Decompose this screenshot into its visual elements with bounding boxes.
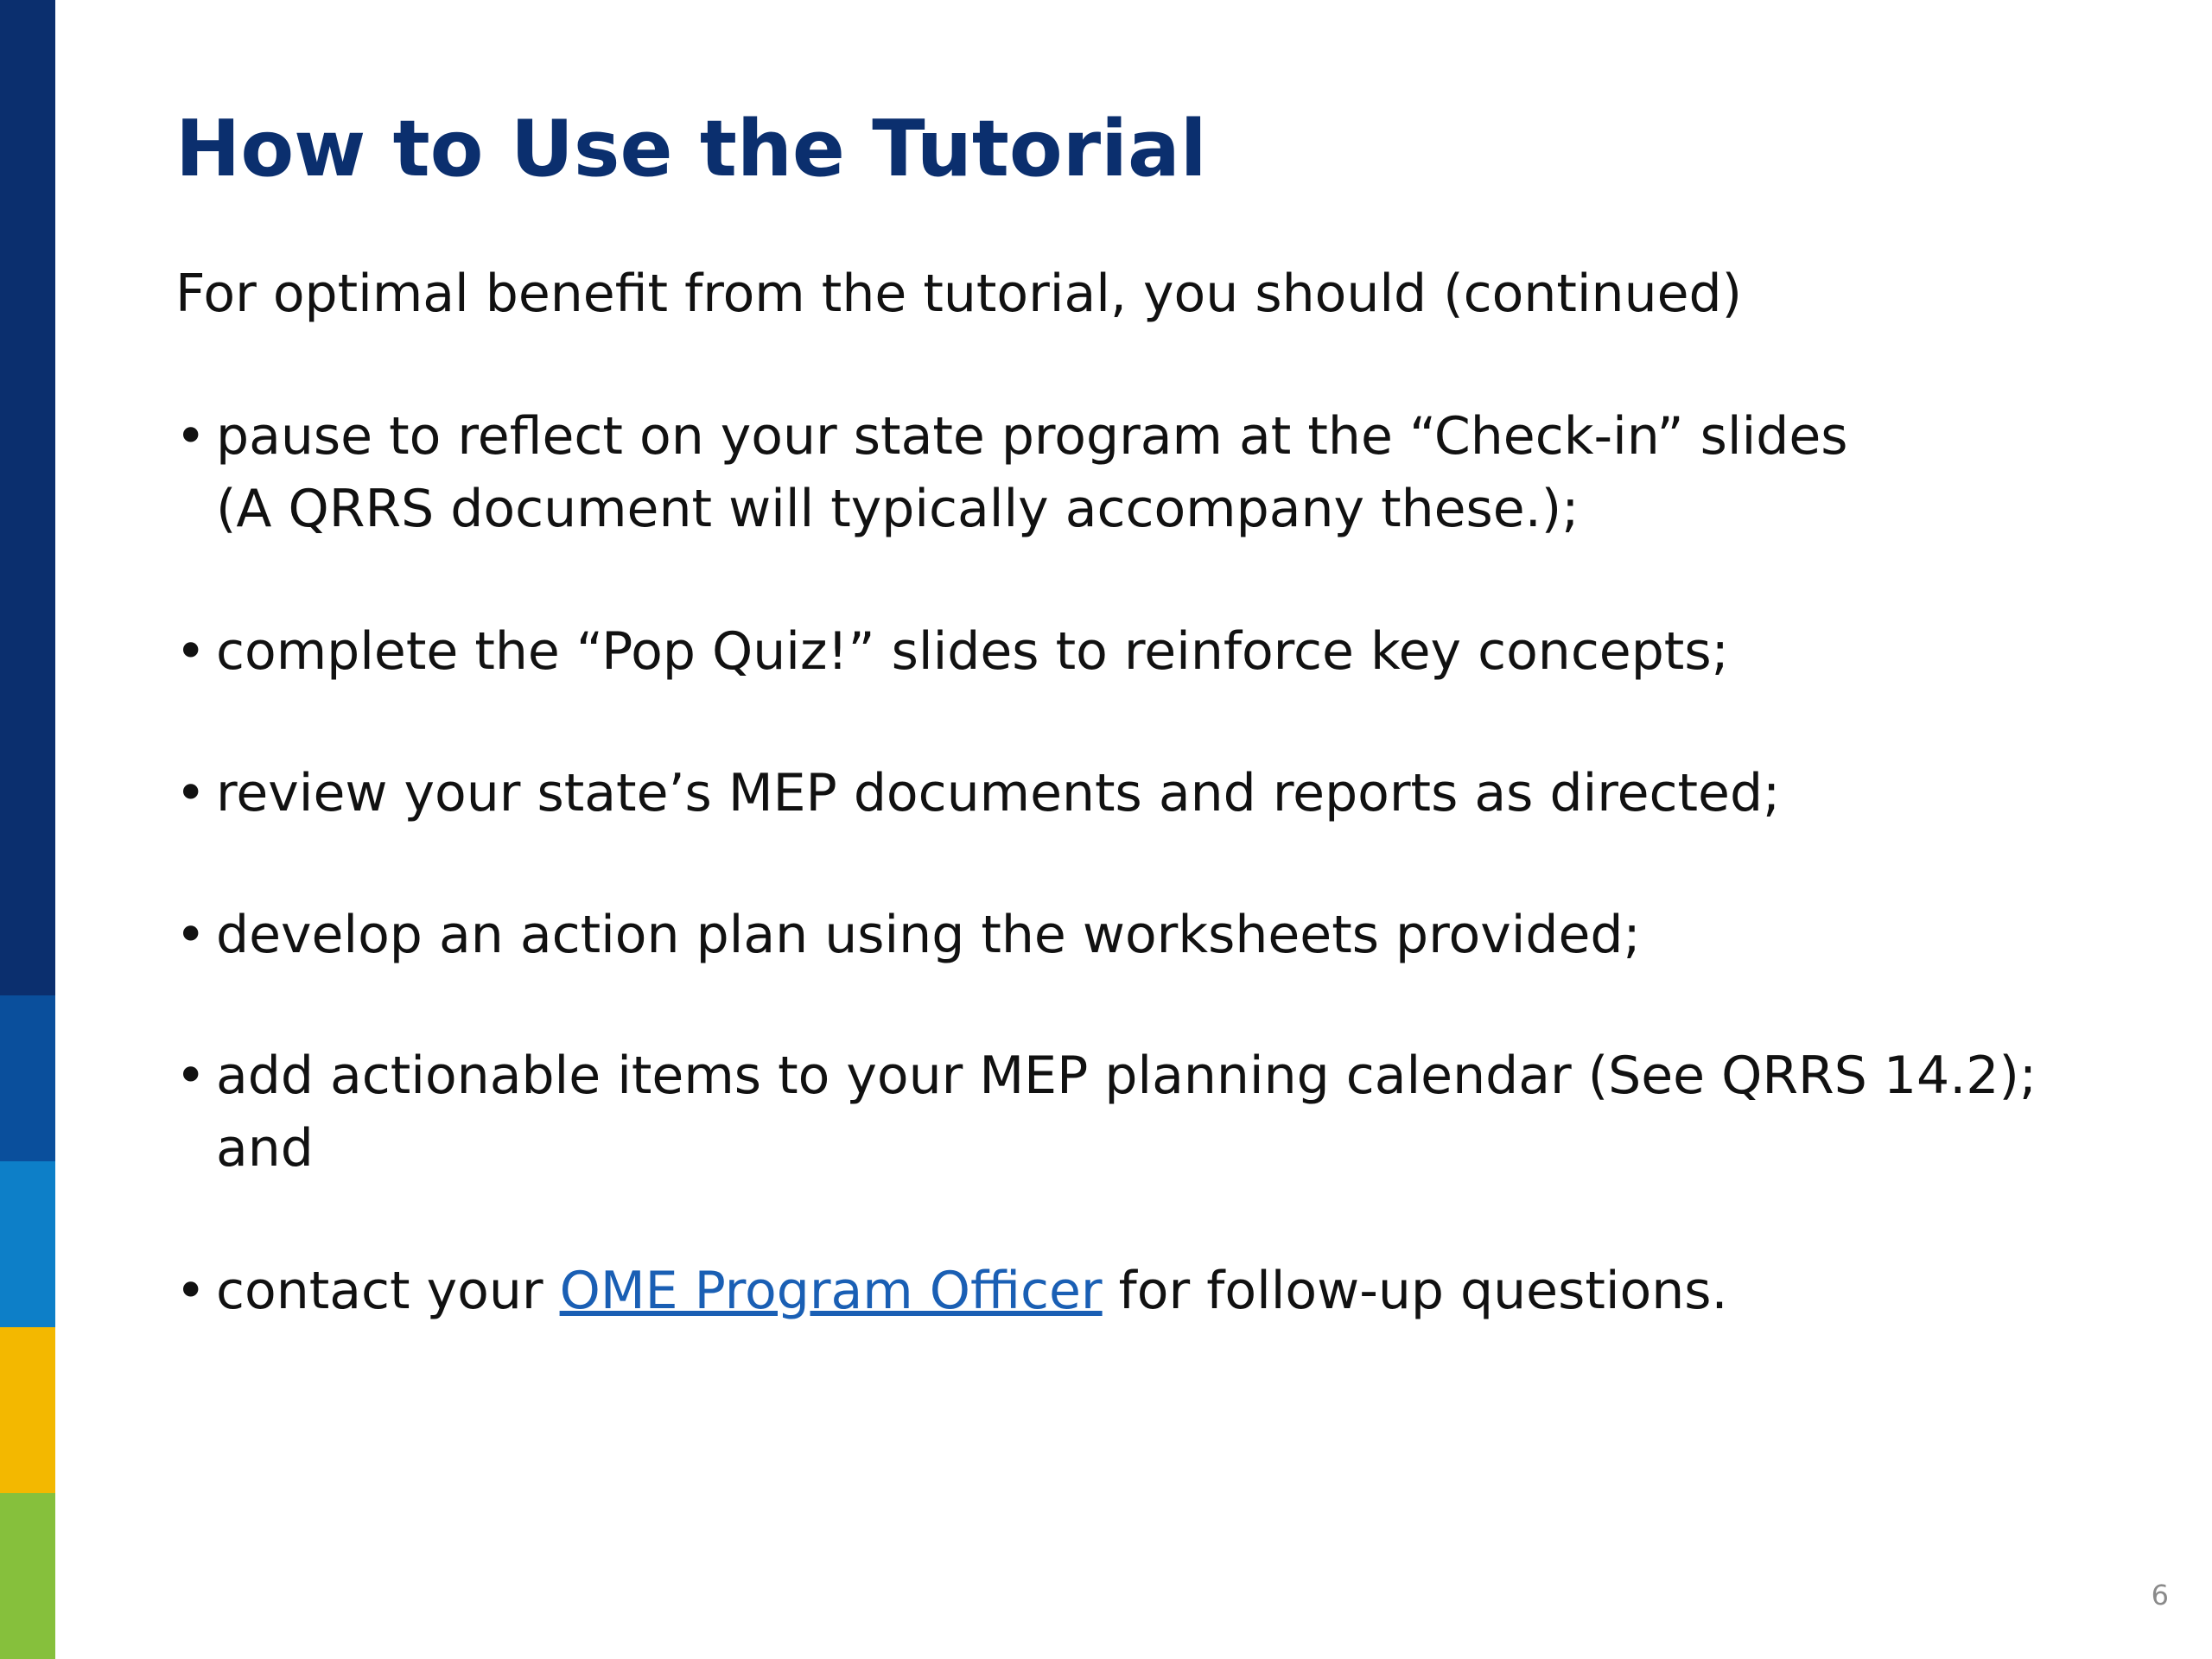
bullet-item-planning-calendar — [175, 1039, 2128, 1185]
contact-text-after: for follow-up questions. — [1102, 1261, 1728, 1321]
bullet-text — [216, 1255, 2128, 1327]
stripe-segment-yellow — [0, 1327, 55, 1493]
bullet-text: pause to reflect on your state program at the “Check-in” slides (A QRRS document will typically accompany these.); — [216, 406, 1848, 539]
slide-title: How to Use the Tutorial — [175, 104, 1207, 194]
bullet-item-pop-quiz — [175, 615, 2128, 688]
bullet-icon: • — [175, 1261, 207, 1321]
stripe-segment-green — [0, 1493, 55, 1659]
bullet-text: review your state’s MEP documents and reports as directed; — [216, 763, 1781, 823]
bullet-icon: • — [175, 406, 207, 467]
bullet-text: complete the “Pop Quiz!” slides to reinforce key concepts; — [216, 621, 1729, 682]
page-number: 6 — [2151, 1579, 2169, 1611]
color-stripe — [0, 0, 55, 1659]
contact-text-before: contact your — [216, 1261, 560, 1321]
bullet-text: develop an action plan using the worksheets provided; — [216, 905, 1641, 965]
bullet-text: add actionable items to your MEP planning calendar (See QRRS 14.2); and — [216, 1046, 2037, 1179]
bullet-icon: • — [175, 763, 207, 823]
ome-program-officer-link[interactable]: OME Program Officer — [559, 1261, 1103, 1321]
bullet-item-check-in — [175, 400, 2128, 545]
stripe-segment-navy — [0, 0, 55, 995]
intro-text: For optimal benefit from the tutorial, you should (continued) — [175, 264, 1743, 324]
bullet-icon: • — [175, 621, 207, 682]
bullet-item-contact — [175, 1255, 2128, 1327]
stripe-segment-light-blue — [0, 1161, 55, 1327]
bullet-icon: • — [175, 905, 207, 965]
bullet-icon: • — [175, 1046, 207, 1106]
stripe-segment-blue — [0, 995, 55, 1161]
bullet-item-review-documents — [175, 757, 2128, 830]
bullet-item-action-plan — [175, 899, 2128, 971]
